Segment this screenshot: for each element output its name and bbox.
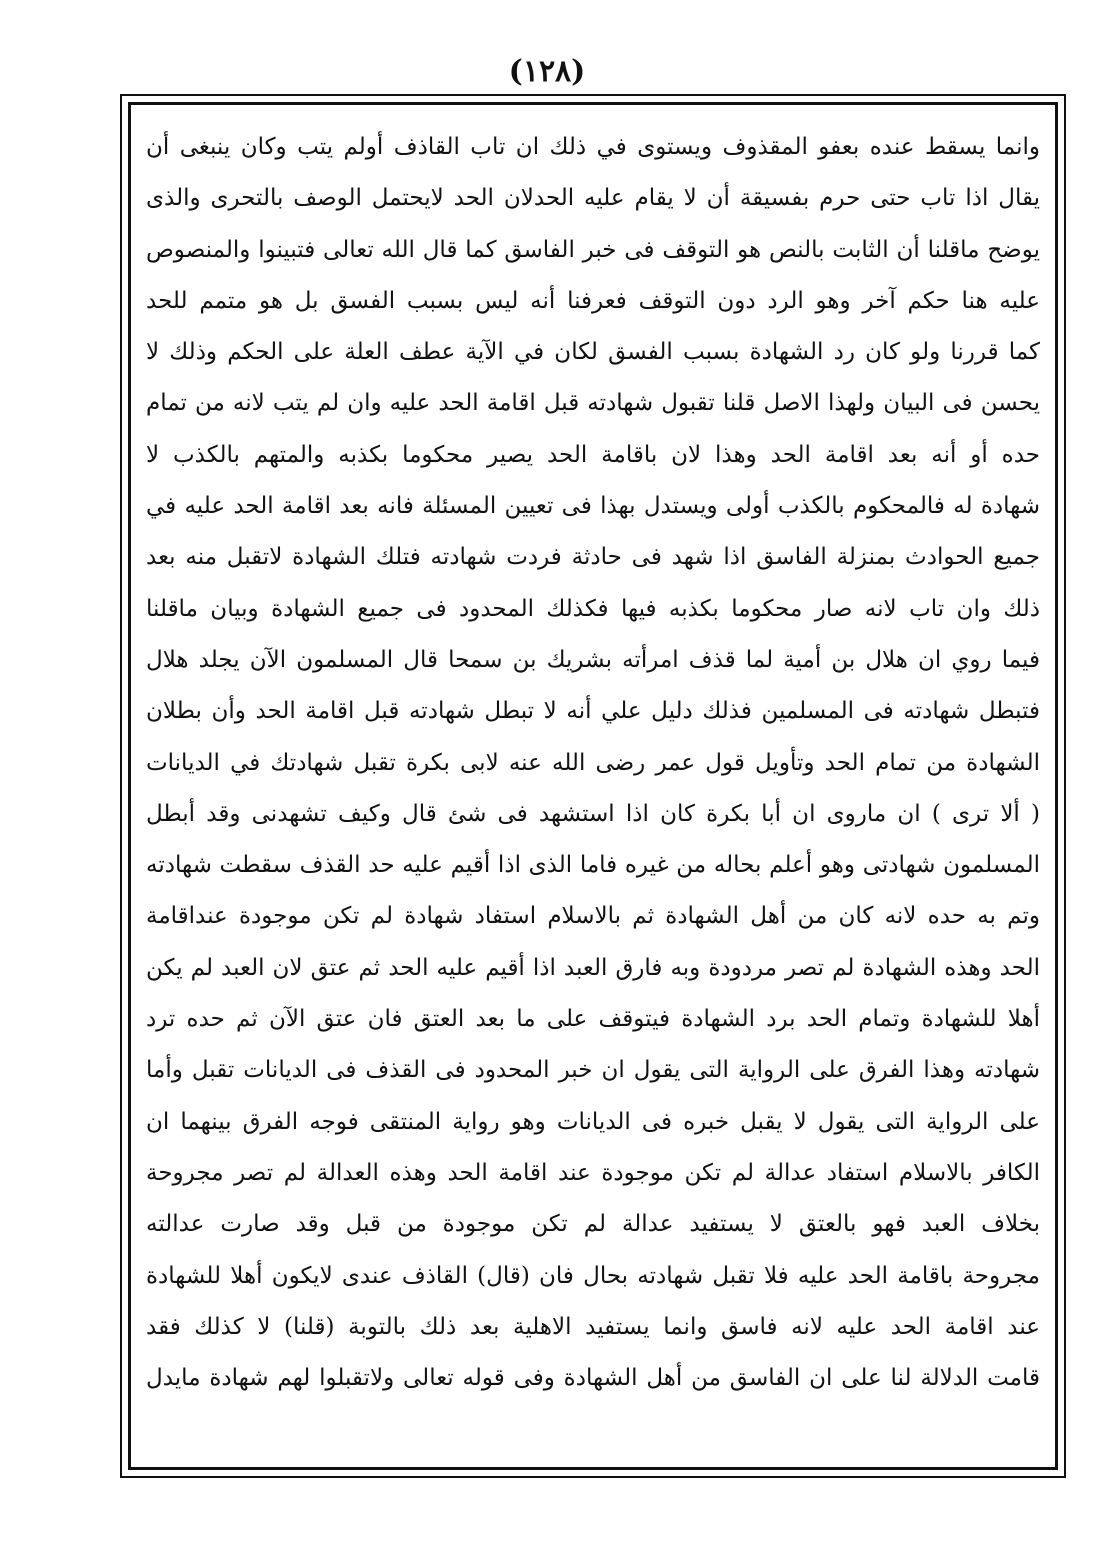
text-line-17: الحد وهذه الشهادة لم تصر مردودة وبه فارق العبد اذا أقيم عليه الحد ثم عتق لان العبد لم يكن — [146, 954, 1040, 981]
text-line-16: وتم به حده لانه كان من أهل الشهادة ثم بالاسلام استفاد شهادة لم تكن موجودة عنداقامة — [146, 903, 1040, 930]
text-line-6: يحسن فى البيان ولهذا الاصل قلنا تقبول شهادته قبل اقامة الحد عليه وان لم يتب لانه من تمام — [146, 390, 1040, 417]
text-line-2: يقال اذا تاب حتى حرم بفسيقة أن لا يقام عليه الحدلان الحد لايحتمل الوصف بالتحرى والذى — [146, 185, 1040, 212]
text-line-8: شهادة له فالمحكوم بالكذب أولى ويستدل بهذا فى تعيين المسئلة فانه بعد اقامة الحد عليه في — [146, 493, 1040, 520]
text-line-25: قامت الدلالة لنا على ان الفاسق من أهل الشهادة وفى قوله تعالى ولاتقبلوا لهم شهادة مايدل — [146, 1365, 1040, 1392]
text-line-23: مجروحة باقامة الحد عليه فلا تقبل شهادته بحال فان (قال) القاذف عندى لايكون أهلا للشهادة — [146, 1262, 1040, 1289]
text-line-21: الكافر بالاسلام استفاد عدالة لم تكن موجودة عند اقامة الحد وهذه العدالة لم تصر مجروحة — [146, 1159, 1040, 1186]
text-line-24: عند اقامة الحد عليه لانه فاسق وانما يستفيد الاهلية بعد ذلك بالتوبة (قلنا) لا كذلك فقد — [146, 1313, 1040, 1340]
text-line-22: بخلاف العبد فهو بالعتق لا يستفيد عدالة لم تكن موجودة من قبل وقد صارت عدالته — [146, 1211, 1040, 1238]
text-line-5: كما قررنا ولو كان رد الشهادة بسبب الفسق لكان في الآية عطف العلة على الحكم وذلك لا — [146, 339, 1040, 366]
text-line-15: المسلمون شهادتى وهو أعلم بحاله من غيره فاما الذى اذا أقيم عليه حد القذف سقطت شهادته — [146, 852, 1040, 879]
text-line-14: ( ألا ترى ) ان ماروى ان أبا بكرة كان اذا استشهد فى شئ قال وكيف تشهدنى وقد أبطل — [146, 800, 1040, 827]
text-line-1: وانما يسقط عنده بعفو المقذوف ويستوى في ذلك ان تاب القاذف أولم يتب وكان ينبغى أن — [146, 134, 1040, 160]
text-line-11: فيما روي ان هلال بن أمية لما قذف امرأته بشريك بن سمحا قال المسلمون الآن يجلد هلال — [146, 646, 1040, 673]
page-number: (١٢٨) — [508, 54, 586, 89]
text-line-10: ذلك وان تاب لانه صار محكوما بكذبه فيها فكذلك المحدود فى جميع الشهادة وبيان ماقلنا — [146, 595, 1040, 622]
text-line-4: عليه هنا حكم آخر وهو الرد دون التوقف فعرفنا أنه ليس بسبب الفسق بل هو متمم للحد — [146, 287, 1040, 314]
text-line-18: أهلا للشهادة وتمام الحد برد الشهادة فيتوقف على ما بعد العتق فان عتق الآن ثم حده ترد — [146, 1006, 1040, 1033]
text-line-7: حده أو أنه بعد اقامة الحد وهذا لان باقامة الحد يصير محكوما بكذبه والمتهم بالكذب لا — [146, 441, 1040, 468]
text-body — [146, 122, 1040, 1452]
text-line-20: على الرواية التى يقول لا يقبل خبره فى الديانات وهو رواية المنتقى فوجه الفرق بينهما ان — [146, 1108, 1040, 1135]
text-line-19: شهادته وهذا الفرق على الرواية التى يقول ان خبر المحدود فى القذف فى الديانات تقبل وأما — [146, 1057, 1040, 1084]
text-line-9: جميع الحوادث بمنزلة الفاسق اذا شهد فى حادثة فردت شهادته فتلك الشهادة لاتقبل منه بعد — [146, 544, 1040, 571]
text-line-12: فتبطل شهادته فى المسلمين فذلك دليل علي أنه لا تبطل شهادته قبل اقامة الحد وأن بطلان — [146, 698, 1040, 725]
text-line-13: الشهادة من تمام الحد وتأويل قول عمر رضى الله عنه لابى بكرة تقبل شهادتك في الديانات — [146, 749, 1040, 776]
text-line-3: يوضح ماقلنا أن الثابت بالنص هو التوقف فى خبر الفاسق كما قال الله تعالى فتبينوا والمنصوص — [146, 236, 1040, 263]
